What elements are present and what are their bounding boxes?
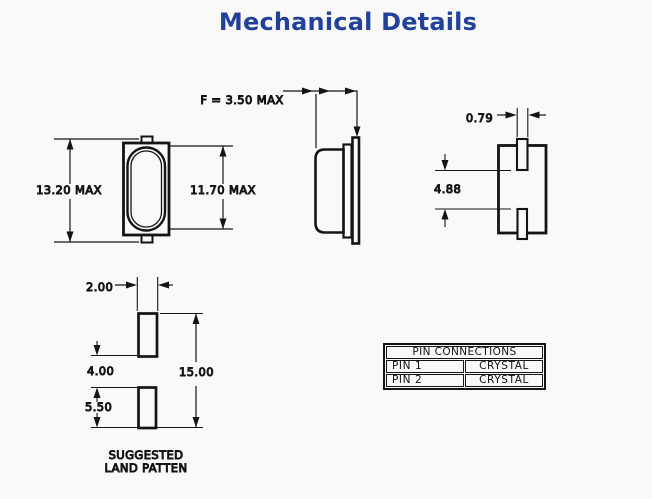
base-plate xyxy=(353,138,360,244)
arrow-left-icon xyxy=(529,112,540,119)
arrow-down-icon xyxy=(442,160,449,171)
arrow-right-icon xyxy=(319,88,330,95)
table-header-row xyxy=(386,346,543,359)
table-row xyxy=(386,360,543,373)
arrow-down-icon xyxy=(67,232,74,243)
arrow-right-icon xyxy=(345,88,356,95)
arrow-up-icon xyxy=(220,146,227,157)
arrow-right-icon xyxy=(302,88,313,95)
table-row xyxy=(386,374,543,387)
arrow-left-icon xyxy=(158,282,169,289)
arrow-up-icon xyxy=(94,388,101,399)
pin-table-header: PIN CONNECTIONS xyxy=(386,346,543,359)
arrow-down-icon xyxy=(193,417,200,428)
pin1-label: PIN 1 xyxy=(386,360,464,373)
dim-overall-height-label: 13.20 MAX xyxy=(36,183,102,197)
arrow-right-icon xyxy=(126,282,137,289)
land-pattern-caption-line1: SUGGESTED xyxy=(108,448,184,462)
arrow-down-icon xyxy=(220,219,227,230)
dim-4-00-5-50 xyxy=(91,341,203,428)
dim-pad-height-label: 5.50 xyxy=(85,400,113,414)
crystal-blank-outer xyxy=(128,148,166,231)
can-profile-outline xyxy=(316,150,344,233)
top-tab xyxy=(142,137,153,144)
dim-2-00 xyxy=(115,277,173,311)
pad-bottom xyxy=(139,388,157,429)
dim-f-3-50 xyxy=(283,91,357,148)
arrow-down-icon xyxy=(94,417,101,428)
front-view xyxy=(36,137,256,243)
arrow-down-icon xyxy=(354,127,361,138)
arrow-up-icon xyxy=(193,314,200,325)
arrow-up-icon xyxy=(442,209,449,220)
arrow-right-icon xyxy=(506,112,517,119)
crystal-blank-inner xyxy=(131,151,162,227)
dim-pattern-length-label: 15.00 xyxy=(179,365,214,379)
land-pattern-caption-line2: LAND PATTEN xyxy=(104,461,188,475)
pin-slot-top xyxy=(517,139,528,170)
arrow-down-icon xyxy=(94,345,101,356)
dim-pin-width-label: 0.79 xyxy=(465,111,494,125)
dim-thickness-label: F = 3.50 MAX xyxy=(200,93,284,107)
dim-pad-gap-label: 4.00 xyxy=(87,364,115,378)
page-title: Mechanical Details xyxy=(218,8,478,36)
pin-slot-bottom xyxy=(518,209,528,239)
pin2-connection: CRYSTAL xyxy=(465,374,543,387)
dim-body-height-label: 11.70 MAX xyxy=(190,183,256,197)
arrow-up-icon xyxy=(67,139,74,150)
dim-pad-width-label: 2.00 xyxy=(86,280,114,294)
end-view xyxy=(434,108,546,239)
dim-pin-gap-label: 4.88 xyxy=(434,182,462,196)
pad-top xyxy=(139,314,158,357)
pin1-connection: CRYSTAL xyxy=(465,360,543,373)
pin2-label: PIN 2 xyxy=(386,374,464,387)
land-pattern-view xyxy=(85,277,214,475)
pin-connections-table xyxy=(383,343,546,390)
